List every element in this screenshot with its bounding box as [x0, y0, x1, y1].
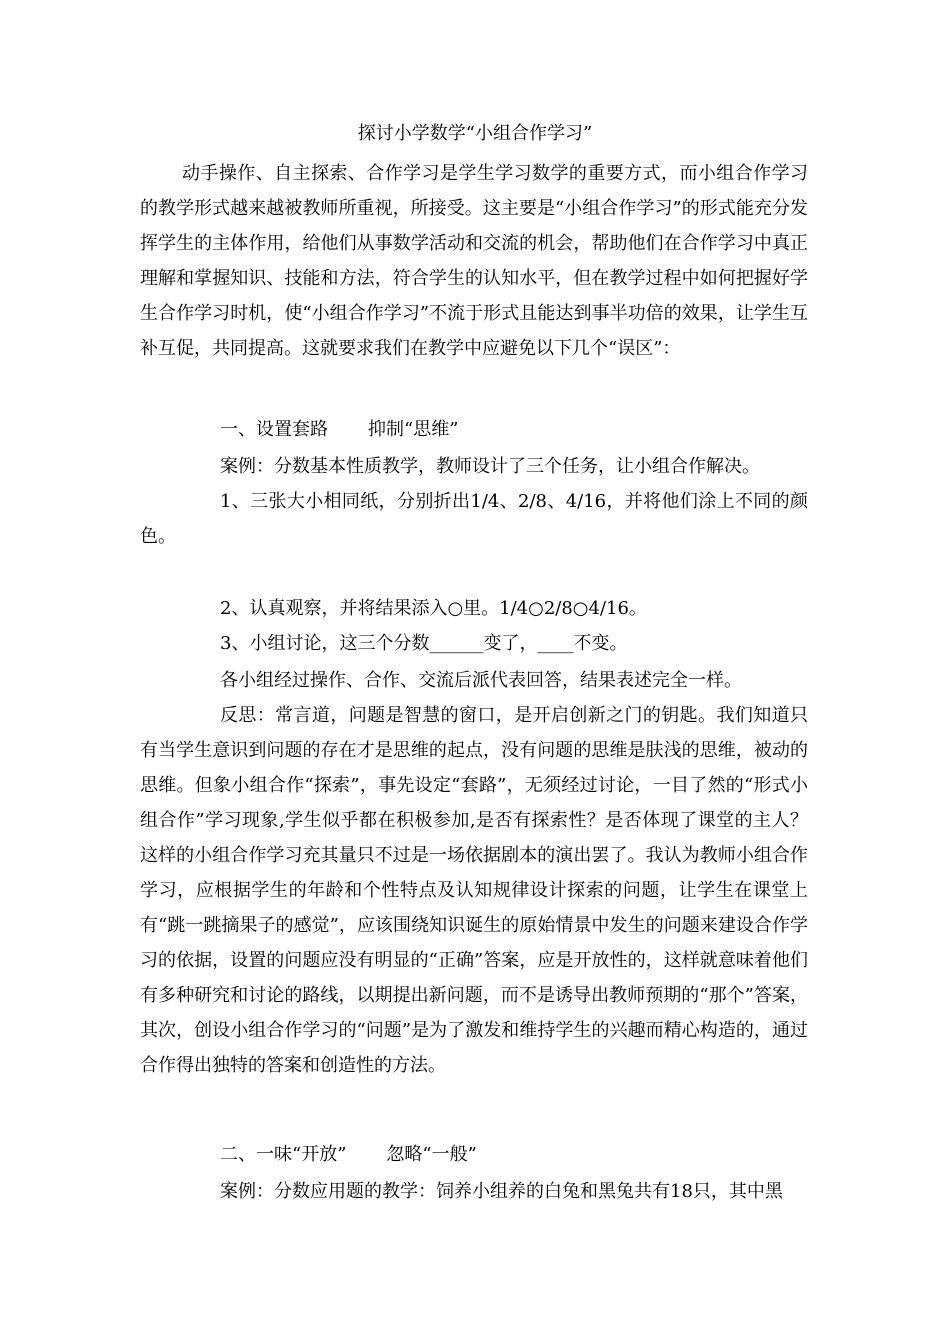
section2-heading-part-b: 忽略“一般”	[386, 1144, 477, 1165]
section2-case: 案例：分数应用题的教学：饲养小组养的白兔和黑兔共有18只，其中黑	[220, 1181, 783, 1202]
section1-reflection: 反思：常言道，问题是智慧的窗口，是开启创新之门的钥匙。我们知道只有当学生意识到问题的存在才是思维的起点，没有问题的思维是肤浅的思维，被动的思维。但象小组合作“探索”，事先设定“套路”，无须经过讨论，一目了然的“形式小组合作”学习现象,学生似乎都在积极参加,是否有探索性？是否体现了课堂的主人？这样的小组合作学习充其量只不过是一场依据剧本的演出罢了。我认为教师小组合作学习，应根据学生的年龄和个性特点及认知规律设计探索的问题，让学生在课堂上有“跳一跳摘果子的感觉”，应该围绕知识诞生的原始情景中发生的问题来建设合作学习的依据，设置的问题应没有明显的“正确”答案，应是开放性的，这样就意味着他们有多种研究和讨论的路线，以期提出新问题，而不是诱导出教师预期的“那个”答案，其次，创设小组合作学习的“问题”是为了激发和维持学生的兴趣而精心构造的，通过合作得出独特的答案和创造性的方法。	[140, 705, 808, 1076]
intro-paragraph: 动手操作、自主探索、合作学习是学生学习数学的重要方式，而小组合作学习的教学形式越来越被教师所重视，所接受。这主要是“小组合作学习”的形式能充分发挥学生的主体作用，给他们从事数学活动和交流的机会，帮助他们在合作学习中真正理解和掌握知识、技能和方法，符合学生的认知水平，但在教学过程中如何把握好学生合作学习时机，使“小组合作学习”不流于形式且能达到事半功倍的效果，让学生互补互促，共同提高。这就要求我们在教学中应避免以下几个“误区”：	[140, 163, 808, 359]
section1-task1: 1、三张大小相同纸，分别折出1/4、2/8、4/16，并将他们涂上不同的颜色。	[140, 491, 808, 547]
section2-heading	[220, 1137, 477, 1172]
section1-result: 各小组经过操作、合作、交流后派代表回答，结果表述完全一样。	[220, 670, 742, 691]
section1-heading	[220, 412, 458, 447]
section1-heading-part-b: 抑制“思维”	[368, 419, 459, 440]
section2-heading-part-a: 二、一味“开放”	[220, 1144, 347, 1165]
section1-task3: 3、小组讨论，这三个分数______变了，____不变。	[220, 633, 628, 654]
section1-heading-part-a: 一、设置套路	[220, 419, 328, 440]
section1-case: 案例：分数基本性质教学，教师设计了三个任务，让小组合作解决。	[220, 456, 760, 477]
document-title: 探讨小学数学“小组合作学习”	[357, 123, 593, 144]
section1-task2: 2、认真观察，并将结果添入○里。1/4○2/8○4/16。	[220, 598, 647, 619]
